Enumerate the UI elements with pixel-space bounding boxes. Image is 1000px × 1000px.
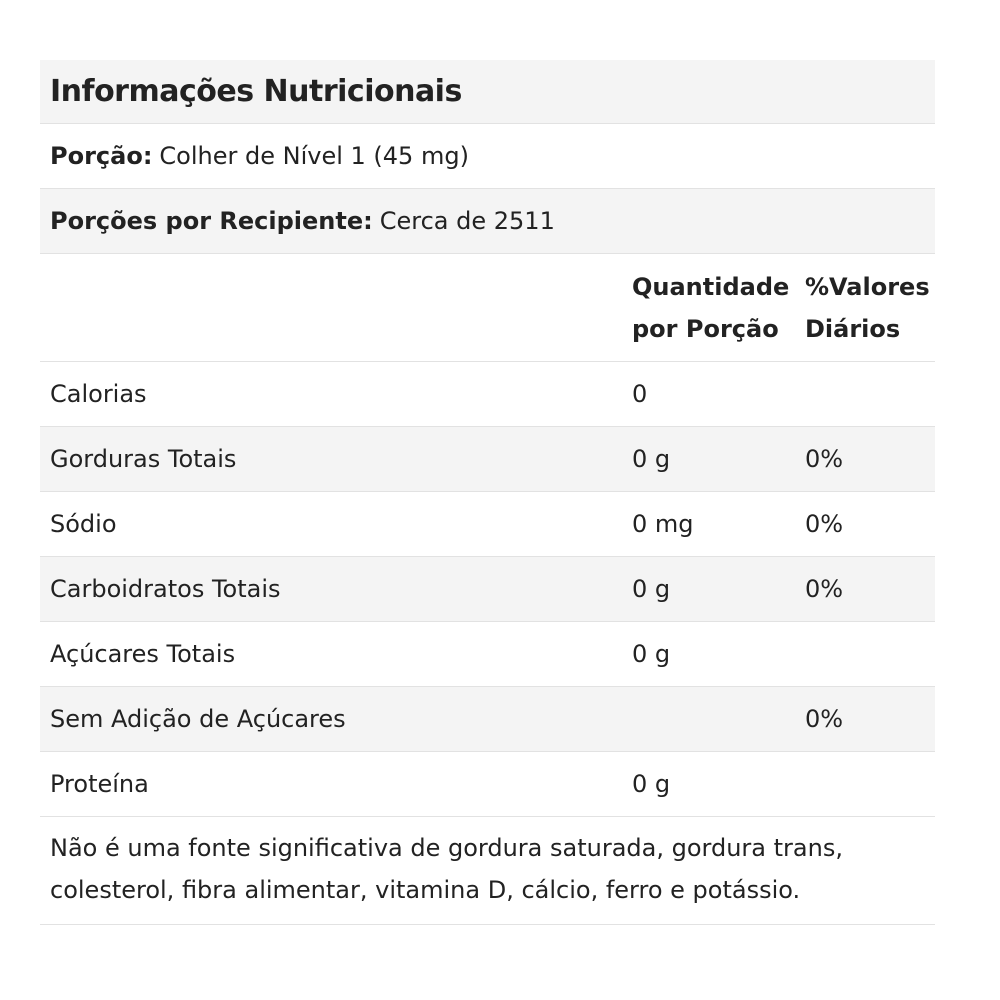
header-daily-line1: %Valores — [805, 272, 930, 301]
table-row — [40, 427, 935, 492]
table-row — [40, 492, 935, 557]
nutrient-daily-value: 0% — [805, 445, 844, 473]
nutrient-name: Açúcares Totais — [50, 640, 236, 668]
nutrient-name: Gorduras Totais — [50, 445, 237, 473]
nutrient-name: Sem Adição de Açúcares — [50, 705, 346, 733]
nutrient-daily-value: 0% — [805, 510, 844, 538]
footnote — [40, 817, 935, 925]
header-quantity — [621, 266, 795, 350]
servings-per-container-value: Cerca de 2511 — [379, 207, 555, 235]
table-row — [40, 687, 935, 752]
servings-per-container-label: Porções por Recipiente: — [50, 207, 373, 235]
header-quantity-line2: por Porção — [632, 314, 779, 343]
nutrient-daily-value: 0% — [805, 705, 844, 733]
serving-label: Porção: — [50, 142, 153, 170]
nutrient-daily-value: 0% — [805, 575, 844, 603]
nutrition-facts-panel — [40, 60, 935, 925]
serving-value: Colher de Nível 1 (45 mg) — [159, 142, 469, 170]
table-row — [40, 622, 935, 687]
serving-row — [40, 124, 935, 189]
nutrient-amount: 0 g — [632, 445, 671, 473]
nutrient-name: Proteína — [50, 770, 149, 798]
nutrient-amount: 0 g — [632, 770, 671, 798]
table-row — [40, 752, 935, 817]
servings-per-container-row — [40, 189, 935, 254]
title-row — [40, 60, 935, 124]
nutrient-name: Sódio — [50, 510, 117, 538]
nutrient-amount: 0 — [632, 380, 648, 408]
table-header — [40, 254, 935, 362]
footnote-line1: Não é uma fonte significativa de gordura saturada, gordura trans, — [50, 834, 843, 862]
nutrient-amount: 0 g — [632, 640, 671, 668]
table-row — [40, 362, 935, 427]
header-quantity-line1: Quantidade — [632, 272, 790, 301]
header-daily-line2: Diários — [805, 314, 901, 343]
nutrient-amount: 0 g — [632, 575, 671, 603]
nutrient-name: Calorias — [50, 380, 147, 408]
nutrient-amount: 0 mg — [632, 510, 694, 538]
table-row — [40, 557, 935, 622]
nutrient-name: Carboidratos Totais — [50, 575, 281, 603]
page-title: Informações Nutricionais — [50, 74, 462, 109]
footnote-line2: colesterol, fibra alimentar, vitamina D, cálcio, ferro e potássio. — [50, 876, 801, 904]
header-daily-value — [795, 266, 935, 350]
